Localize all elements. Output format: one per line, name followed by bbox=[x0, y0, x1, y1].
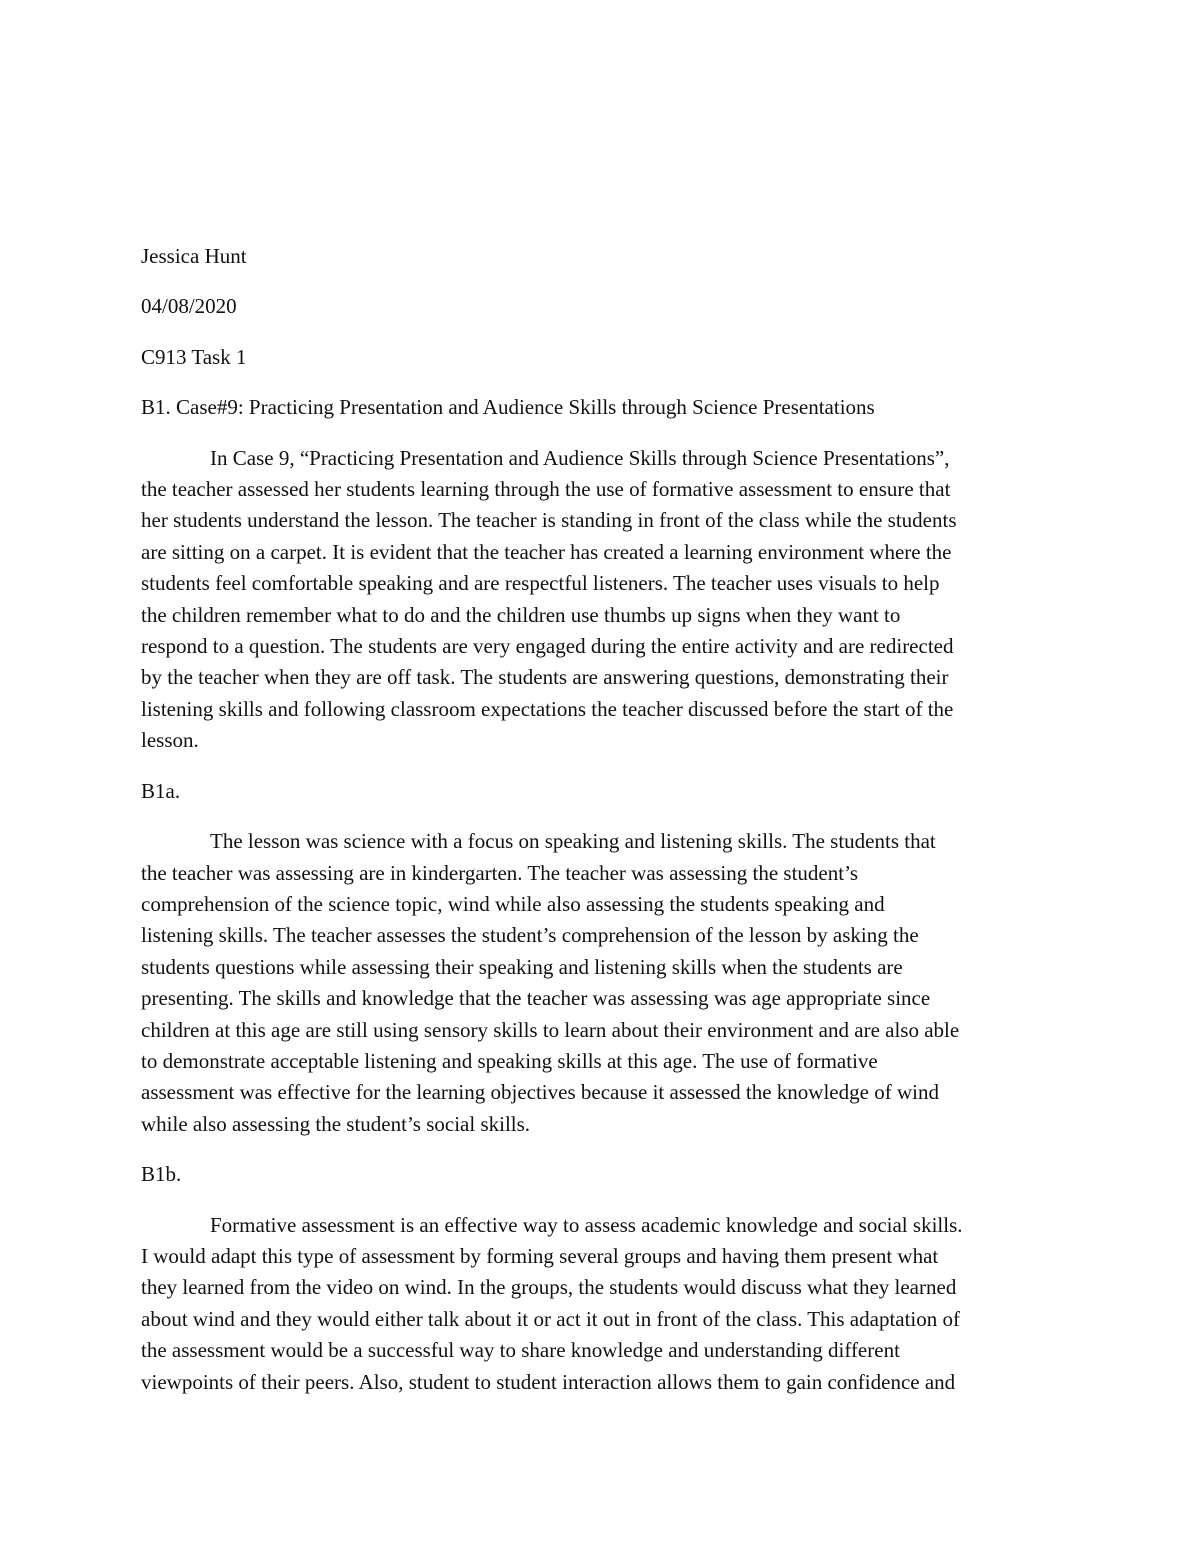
b1-paragraph bbox=[141, 443, 1066, 757]
paragraph-line: the children remember what to do and the children use thumbs up signs when they want to bbox=[141, 602, 901, 627]
paragraph-line: I would adapt this type of assessment by forming several groups and having them present what bbox=[141, 1243, 939, 1268]
paragraph-line: the assessment would be a successful way to share knowledge and understanding different bbox=[141, 1338, 900, 1363]
paragraph-line: The lesson was science with a focus on speaking and listening skills. The students that bbox=[210, 829, 936, 854]
section-b1b-heading: B1b. bbox=[141, 1162, 182, 1187]
section-b1-title: B1. Case#9: Practicing Presentation and Audience Skills through Science Presentations bbox=[141, 395, 875, 420]
paragraph-line: students feel comfortable speaking and are respectful listeners. The teacher uses visuals to help bbox=[141, 571, 940, 596]
paragraph-line: students questions while assessing their speaking and listening skills when the students are bbox=[141, 954, 903, 979]
paragraph-line: assessment was effective for the learning objectives because it assessed the knowledge of wind bbox=[141, 1080, 939, 1105]
paragraph-line: lesson. bbox=[141, 728, 199, 753]
author-name: Jessica Hunt bbox=[141, 244, 247, 268]
paragraph-line: the teacher was assessing are in kindergarten. The teacher was assessing the student’s bbox=[141, 860, 859, 885]
paragraph-line: comprehension of the science topic, wind while also assessing the students speaking and bbox=[141, 891, 885, 916]
paragraph-line: while also assessing the student’s social skills. bbox=[141, 1111, 531, 1136]
paragraph-line: by the teacher when they are off task. The students are answering questions, demonstrating their bbox=[141, 665, 949, 690]
document-date: 04/08/2020 bbox=[141, 294, 237, 319]
task-title: C913 Task 1 bbox=[141, 344, 247, 369]
document-body bbox=[141, 241, 1066, 1417]
section-b1a-heading: B1a. bbox=[141, 778, 181, 803]
paragraph-line: listening skills and following classroom expectations the teacher discussed before the start of the bbox=[141, 696, 954, 721]
b1b-paragraph bbox=[141, 1210, 1066, 1398]
paragraph-line: viewpoints of their peers. Also, student to student interaction allows them to gain confidence and bbox=[141, 1369, 956, 1394]
paragraph-line: presenting. The skills and knowledge that the teacher was assessing was age appropriate since bbox=[141, 986, 931, 1011]
paragraph-line: the teacher assessed her students learning through the use of formative assessment to ensure that bbox=[141, 477, 951, 502]
paragraph-line: they learned from the video on wind. In the groups, the students would discuss what they learned bbox=[141, 1275, 957, 1300]
paragraph-line: to demonstrate acceptable listening and speaking skills at this age. The use of formative bbox=[141, 1048, 878, 1073]
paragraph-line: children at this age are still using sensory skills to learn about their environment and are also able bbox=[141, 1017, 960, 1042]
paragraph-line: respond to a question. The students are very engaged during the entire activity and are redirected bbox=[141, 634, 954, 659]
paragraph-line: Formative assessment is an effective way to assess academic knowledge and social skills. bbox=[210, 1212, 963, 1237]
b1a-paragraph bbox=[141, 826, 1066, 1140]
paragraph-line: are sitting on a carpet. It is evident that the teacher has created a learning environment where the bbox=[141, 539, 952, 564]
paragraph-line: In Case 9, “Practicing Presentation and Audience Skills through Science Presentations”, bbox=[210, 445, 950, 470]
paragraph-line: her students understand the lesson. The teacher is standing in front of the class while the students bbox=[141, 508, 957, 533]
paragraph-line: about wind and they would either talk about it or act it out in front of the class. This adaptation of bbox=[141, 1306, 961, 1331]
paragraph-line: listening skills. The teacher assesses the student’s comprehension of the lesson by asking the bbox=[141, 923, 919, 948]
